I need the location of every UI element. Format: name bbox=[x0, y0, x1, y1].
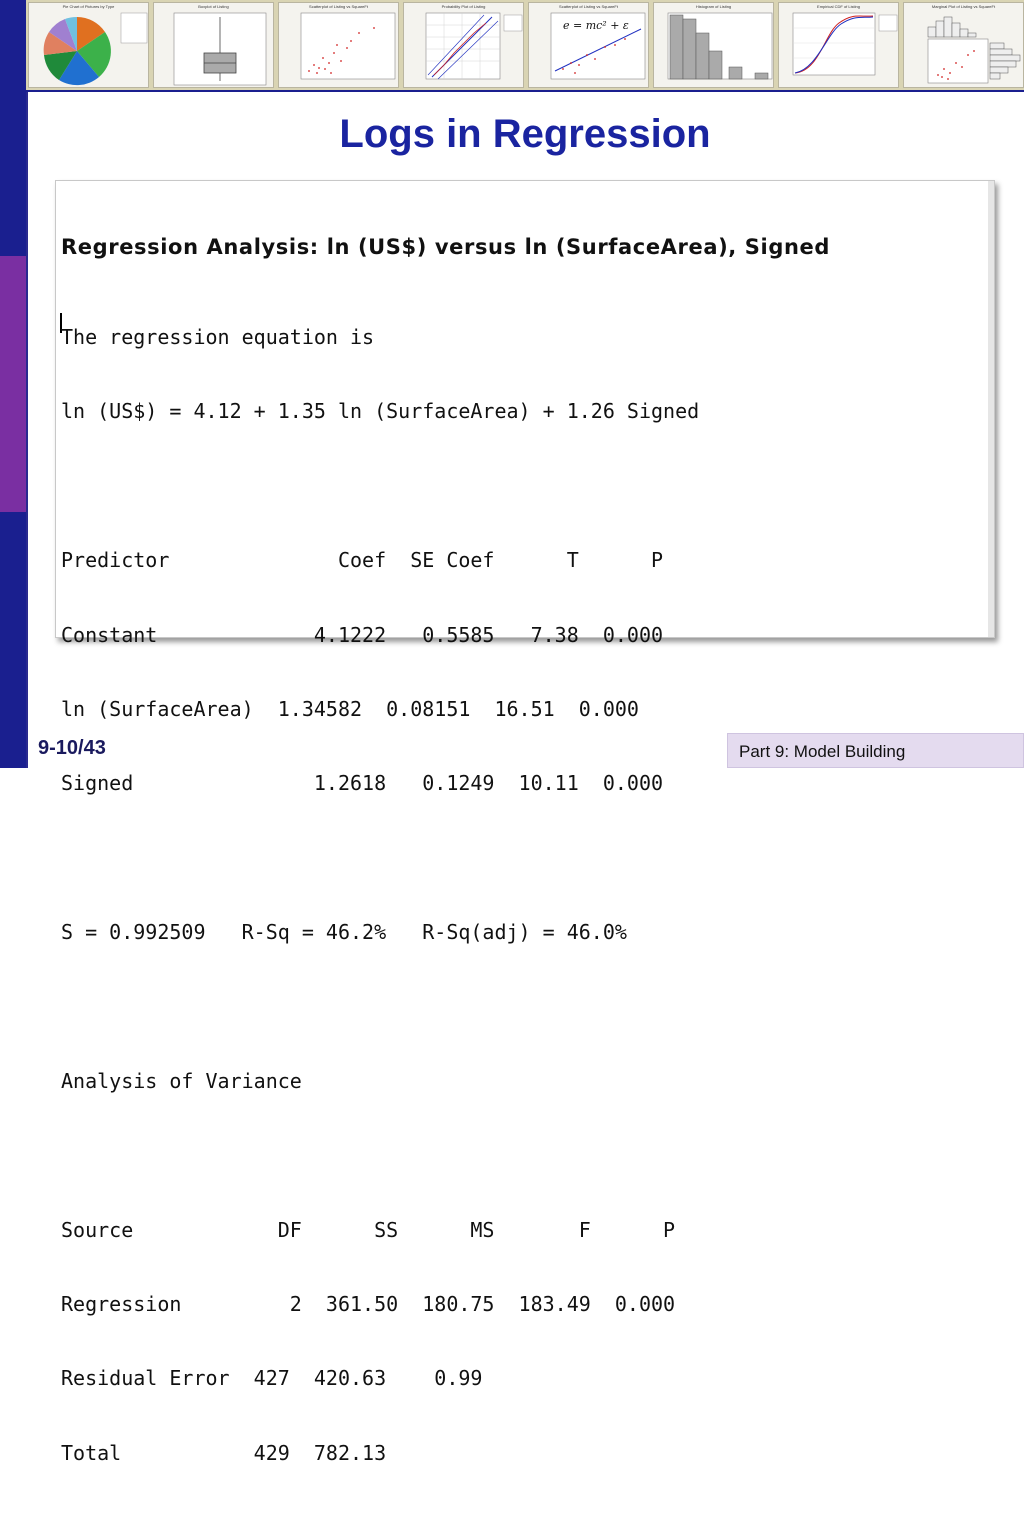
page-number: 9-10/43 bbox=[38, 737, 106, 759]
thumbnail-boxplot bbox=[153, 2, 274, 88]
cdf-graphic bbox=[779, 3, 899, 88]
probability-plot-graphic bbox=[404, 3, 524, 88]
slide-title: Logs in Regression bbox=[339, 112, 711, 156]
anova-table-header: Source DF SS MS F P bbox=[61, 1217, 676, 1242]
left-accent-bar bbox=[0, 0, 26, 768]
thumbnail-title: Histogram of Listing bbox=[695, 4, 732, 9]
scatterplot-graphic bbox=[279, 3, 399, 88]
thumbnail-title: Empirical CDF of Listing bbox=[817, 4, 860, 9]
left-bar-navy-top bbox=[0, 0, 26, 256]
coefficient-row: Constant 4.1222 0.5585 7.38 0.000 bbox=[61, 622, 664, 647]
thumbnail-title: Scatterplot of Listing vs SquareFt bbox=[559, 4, 618, 9]
marginal-plot-graphic bbox=[904, 3, 1024, 88]
scatter-fit-graphic bbox=[529, 3, 649, 88]
thumbnail-title: Scatterplot of Listing vs SquareFt bbox=[309, 4, 368, 9]
session-output bbox=[61, 181, 981, 1515]
formula-label: e = mc² + ε bbox=[563, 19, 629, 32]
left-bar-navy-bottom bbox=[0, 512, 26, 768]
pie-chart-graphic bbox=[29, 3, 149, 88]
coefficient-row: ln (SurfaceArea) 1.34582 0.08151 16.51 0.000 bbox=[61, 696, 639, 721]
thumbnail-histogram bbox=[653, 2, 774, 88]
thumbnail-cdf bbox=[778, 2, 899, 88]
coefficient-table-header: Predictor Coef SE Coef T P bbox=[61, 548, 664, 573]
histogram-graphic bbox=[654, 3, 774, 88]
boxplot-graphic bbox=[154, 3, 274, 88]
thumbnail-title: Pie Chart of Pictures by Type bbox=[62, 4, 115, 9]
thumbnail-scatter-fit bbox=[528, 2, 649, 88]
thumbnail-pie-chart bbox=[28, 2, 149, 88]
left-bar-purple bbox=[0, 256, 26, 512]
fit-statistics: S = 0.992509 R-Sq = 46.2% R-Sq(adj) = 46.0% bbox=[61, 920, 627, 945]
vertical-divider bbox=[26, 92, 28, 768]
anova-row: Regression 2 361.50 180.75 183.49 0.000 bbox=[61, 1292, 676, 1317]
thumbnail-title: Boxplot of Listing bbox=[198, 4, 229, 9]
anova-title: Analysis of Variance bbox=[61, 1068, 302, 1093]
thumbnail-probability-plot bbox=[403, 2, 524, 88]
regression-equation: ln (US$) = 4.12 + 1.35 ln (SurfaceArea) + 1.26 Signed bbox=[61, 399, 700, 424]
footer-section-box bbox=[727, 733, 1024, 768]
thumbnail-title: Marginal Plot of Listing vs SquareFt bbox=[931, 4, 996, 9]
footer-label: Part 9: Model Building bbox=[739, 742, 906, 761]
panel-scrollbar[interactable] bbox=[988, 181, 994, 637]
thumbnail-title: Probability Plot of Listing bbox=[441, 4, 486, 9]
thumbnail-scatterplot bbox=[278, 2, 399, 88]
thumbnail-strip bbox=[26, 0, 1024, 92]
coefficient-row: Signed 1.2618 0.1249 10.11 0.000 bbox=[61, 771, 664, 796]
thumbnail-marginal-plot bbox=[903, 2, 1024, 88]
anova-row: Residual Error 427 420.63 0.99 bbox=[61, 1366, 483, 1391]
equation-intro: The regression equation is bbox=[61, 324, 375, 349]
regression-header: Regression Analysis: ln (US$) versus ln (SurfaceArea), Signed bbox=[61, 234, 830, 259]
anova-row: Total 429 782.13 bbox=[61, 1440, 387, 1465]
